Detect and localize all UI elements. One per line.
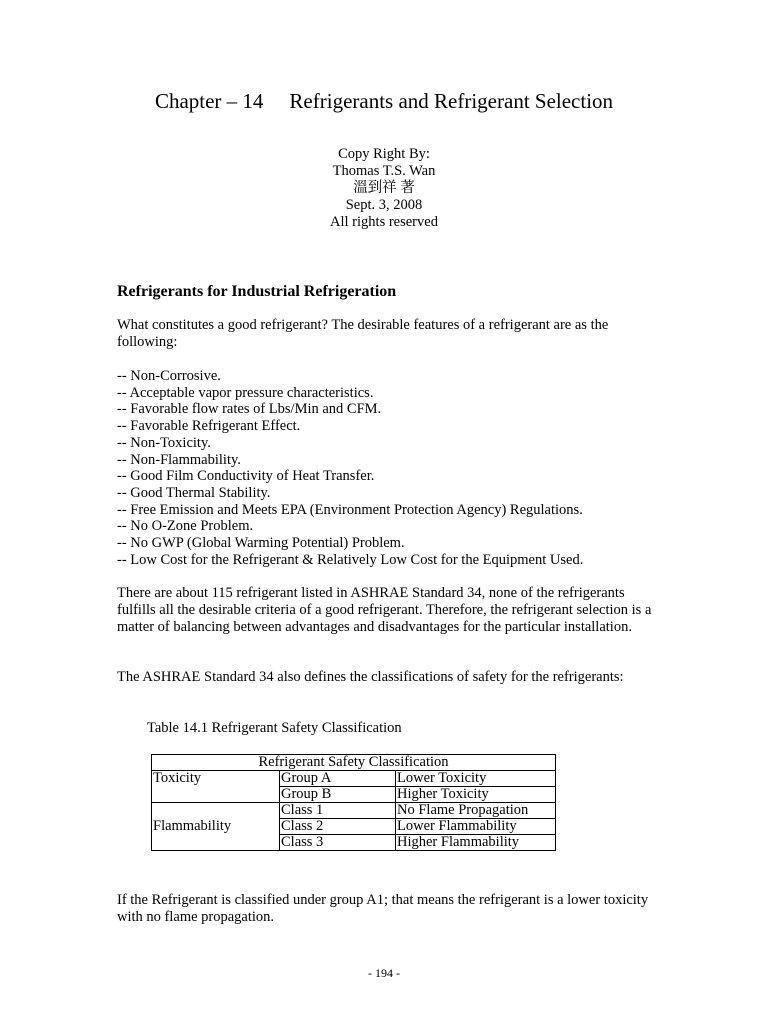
table-cell-class: Class 2 — [280, 819, 396, 835]
conclusion-paragraph: If the Refrigerant is classified under group A1; that means the refrigerant is a lower toxicity with no flame propagation. — [117, 892, 649, 925]
table-cell-desc: Lower Toxicity — [396, 771, 556, 787]
table-cell-desc: Higher Flammability — [396, 835, 556, 851]
list-item: -- Good Film Conductivity of Heat Transfer. — [117, 468, 375, 485]
table-cell-desc: Lower Flammability — [396, 819, 556, 835]
safety-classification-table — [151, 754, 556, 851]
table-cell-desc: Higher Toxicity — [396, 787, 556, 803]
list-item: -- No GWP (Global Warming Potential) Problem. — [117, 535, 405, 552]
classification-paragraph: The ASHRAE Standard 34 also defines the classifications of safety for the refrigerants: — [117, 669, 624, 685]
rights-statement: All rights reserved — [330, 214, 438, 230]
author-name: Thomas T.S. Wan — [332, 163, 436, 179]
intro-paragraph: What constitutes a good refrigerant? The desirable features of a refrigerant are as the following: — [117, 317, 609, 350]
toxicity-label: Toxicity — [152, 771, 280, 803]
section-heading: Refrigerants for Industrial Refrigeration — [117, 283, 397, 300]
list-item: -- Non-Corrosive. — [117, 368, 221, 384]
copyright-date: Sept. 3, 2008 — [345, 197, 423, 213]
chapter-number: Chapter – 14 — [154, 89, 264, 113]
table-cell-class: Class 1 — [280, 803, 396, 819]
features-list — [117, 368, 657, 568]
flammability-label: Flammability — [152, 803, 280, 851]
list-item: -- Favorable flow rates of Lbs/Min and CFM. — [117, 401, 382, 418]
table-cell-class: Group A — [280, 771, 396, 787]
page-number: - 194 - — [368, 966, 400, 980]
table-cell-class: Class 3 — [280, 835, 396, 851]
table-cell-desc: No Flame Propagation — [396, 803, 556, 819]
list-item: -- Low Cost for the Refrigerant & Relatively Low Cost for the Equipment Used. — [117, 551, 584, 568]
list-item: -- No O-Zone Problem. — [117, 518, 254, 535]
author-name-cjk: 溫到祥 著 — [353, 180, 415, 196]
copyright-block — [0, 146, 768, 231]
table-header: Refrigerant Safety Classification — [152, 755, 556, 771]
table-cell-class: Group B — [280, 787, 396, 803]
list-item: -- Favorable Refrigerant Effect. — [117, 418, 301, 435]
list-item: -- Free Emission and Meets EPA (Environment Protection Agency) Regulations. — [117, 501, 583, 518]
copyright-label: Copy Right By: — [338, 146, 430, 162]
list-item: -- Acceptable vapor pressure characteristics. — [117, 384, 374, 401]
table-caption: Table 14.1 Refrigerant Safety Classification — [147, 720, 402, 736]
list-item: -- Non-Toxicity. — [117, 434, 211, 451]
table-row — [152, 803, 556, 819]
list-item: -- Non-Flammability. — [117, 451, 241, 468]
chapter-name: Refrigerants and Refrigerant Selection — [289, 89, 614, 113]
list-item: -- Good Thermal Stability. — [117, 484, 271, 501]
standard-paragraph: There are about 115 refrigerant listed in ASHRAE Standard 34, none of the refrigerants fulfills all the desirable criteria of a good refrigerant. Therefore, the refrigerant selection is a matter of balancing between advantages and disadvantages for the particular installation. — [117, 585, 652, 635]
chapter-title — [0, 88, 768, 114]
table-header-row — [152, 755, 556, 771]
table-row — [152, 771, 556, 787]
